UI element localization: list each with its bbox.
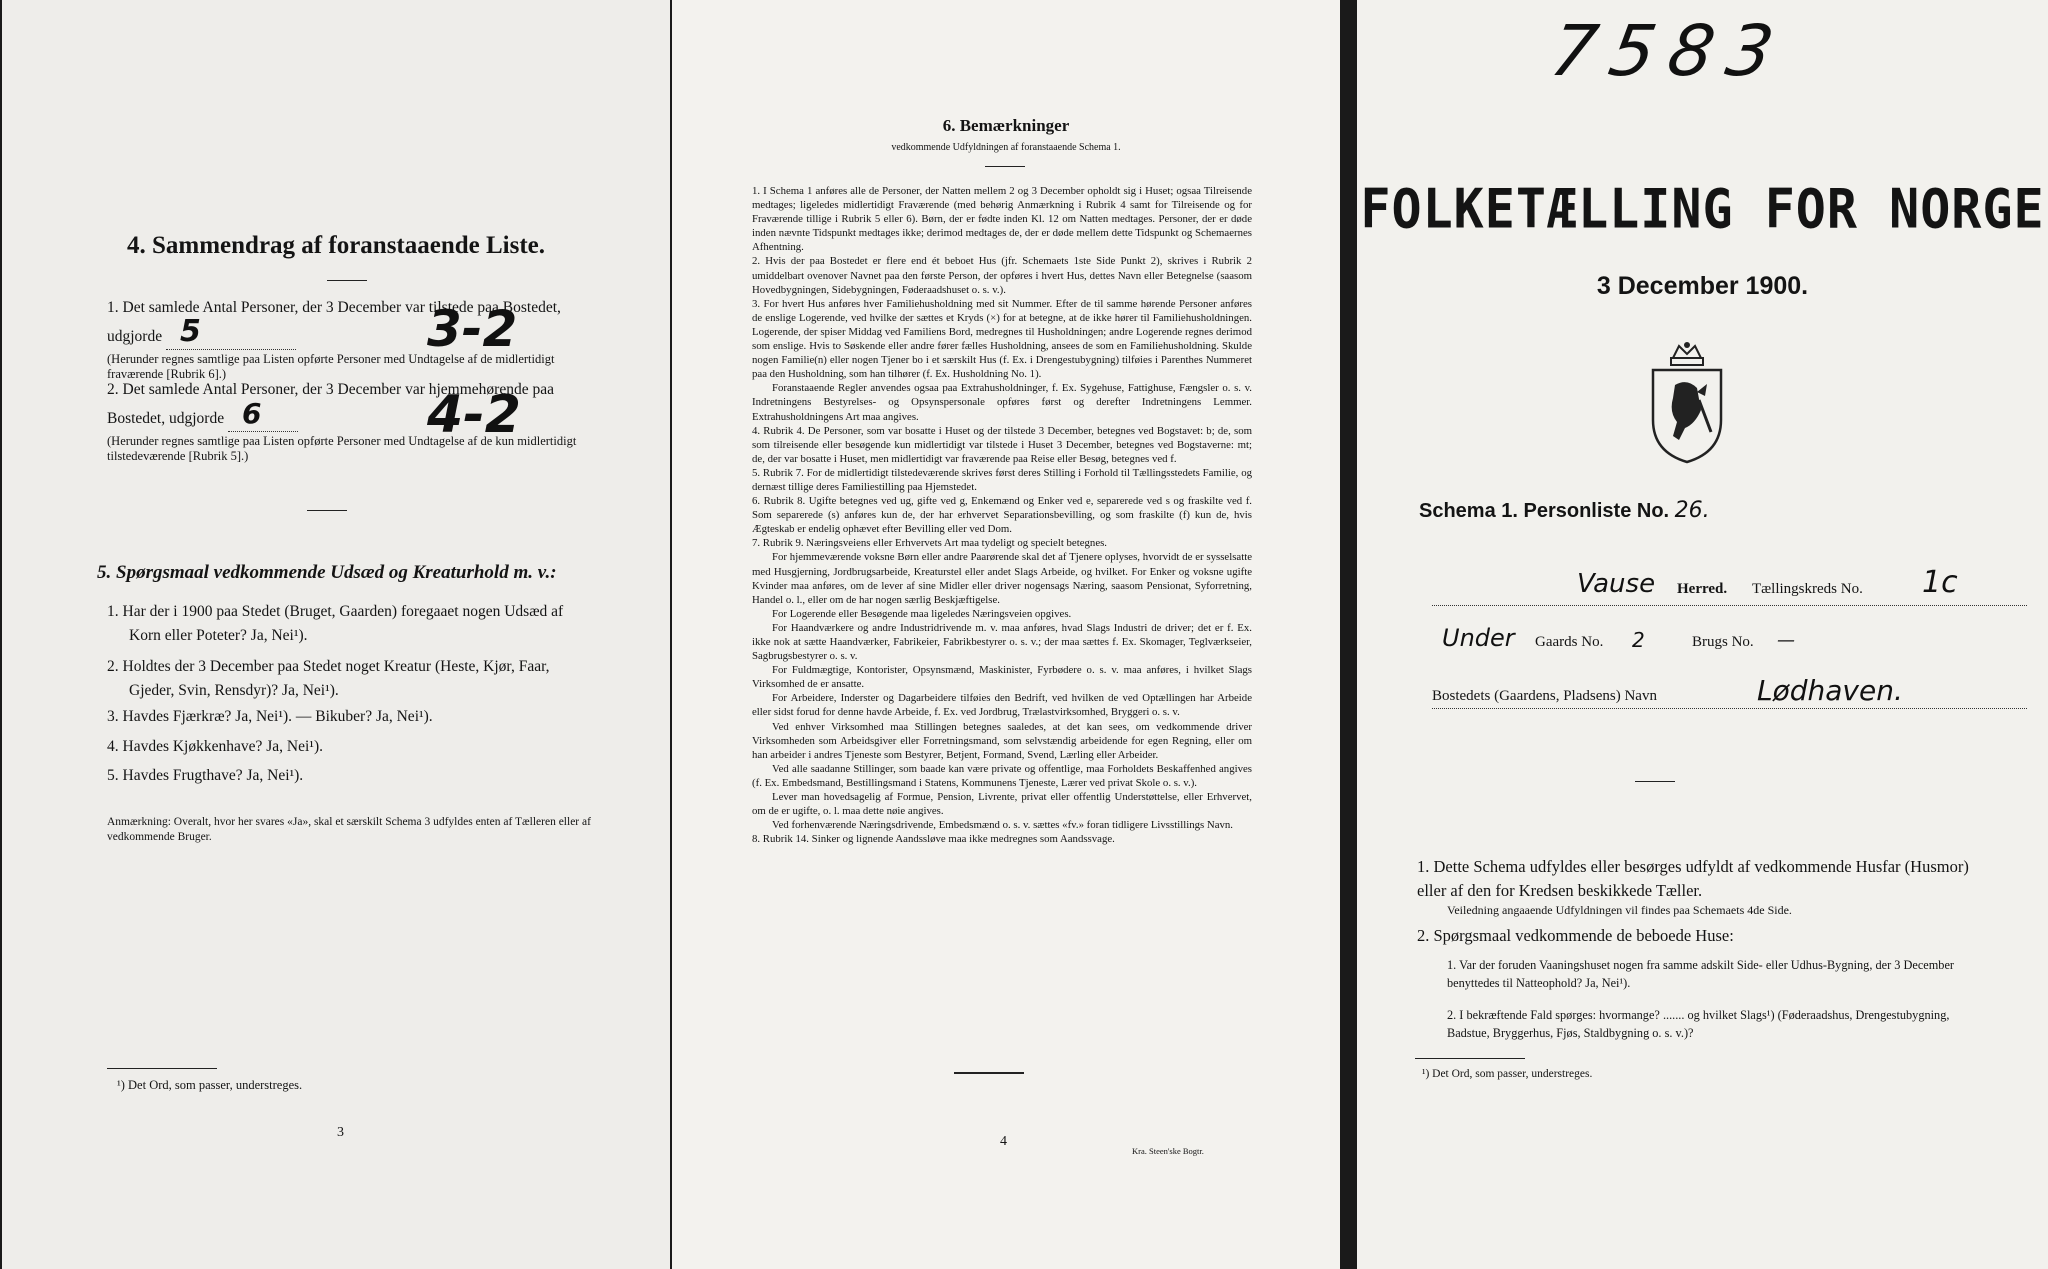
resident-count-handwritten: 6 xyxy=(241,397,262,430)
question-2-answer: Gjeder, Svin, Rensdyr)? Ja, Nei¹). xyxy=(129,682,339,699)
brugs-label: Brugs No. xyxy=(1692,634,1754,650)
question-2 xyxy=(107,655,617,703)
remark: Anmærkning: Overalt, hvor her svares «Ja», skal et særskilt Schema 3 udfyldes enten af Tælleren eller af vedkommende Bruger. xyxy=(107,816,591,843)
remarks-subtitle: vedkommende Udfyldningen af foranstaaende Schema 1. xyxy=(891,142,1121,153)
summary-item-2-prefix: Bostedet, udgjorde xyxy=(107,410,225,427)
cover-page xyxy=(1357,0,2048,1269)
present-count-handwritten: 5 xyxy=(179,314,201,349)
instruction-2-1: 1. Var der foruden Vaaningshuset nogen fra samme adskilt Side- eller Udhus-Bygning, der 3 December benyttedes til Natteophold? Ja, Nei¹). xyxy=(1447,958,1954,990)
page-number-3: 3 xyxy=(337,1125,344,1140)
summary-item-2-note: (Herunder regnes samtlige paa Listen opførte Personer med Undtagelse af de kun midlertidigt tilstedeværende [Rubrik 5].) xyxy=(107,434,577,463)
instruction-1: 1. Dette Schema udfyldes eller besørges udfyldt af vedkommende Husfar (Husmor) eller af den for Kredsen beskikkede Tæller. xyxy=(1417,857,1969,900)
remark-paragraph: Ved alle saadanne Stillinger, som baade kan være private og offentlige, maa Forholdets Beskaffenhed angives (f. Ex. Embedsmand, Bestillingsmand i Statens, Kommunens Tjeneste, Lærer ved privat Skole o. s. v.). xyxy=(752,762,1252,789)
instruction-2-2: 2. I bekræftende Fald spørges: hvormange? ....... og hvilket Slags¹) (Føderaadshus, Drengestubygning, Badstue, Bryggerhus, Fjøs, Staldbygning o. s. v.)? xyxy=(1447,1008,1950,1040)
personliste-number-handwritten: 26. xyxy=(1674,498,1710,523)
section-5-title: 5. Spørgsmaal vedkommende Udsæd og Kreaturhold m. v.: xyxy=(97,562,557,583)
page-4 xyxy=(672,0,1340,1269)
archive-number-handwritten: 7583 xyxy=(1544,10,1794,92)
gaards-label: Gaards No. xyxy=(1535,634,1604,650)
question-3: 3. Havdes Fjærkræ? Ja, Nei¹). — Bikuber? Ja, Nei¹). xyxy=(107,708,433,725)
kreds-value-handwritten: 1c xyxy=(1922,565,1958,600)
bosted-line xyxy=(1432,674,2027,709)
summary-title: 4. Sammendrag af foranstaaende Liste. xyxy=(126,232,546,259)
remark-paragraph: 8. Rubrik 14. Sinker og lignende Aandssløve maa ikke medregnes som Aandssvage. xyxy=(752,833,1115,846)
question-1 xyxy=(107,600,617,648)
herred-label: Herred. xyxy=(1677,581,1728,597)
page-number-4: 4 xyxy=(1000,1134,1007,1149)
remarks-title: 6. Bemærkninger xyxy=(942,116,1070,135)
summary-item-2 xyxy=(107,378,607,464)
remark-paragraph: 4. Rubrik 4. De Personer, som var bosatte i Huset og der tilstede 3 December, betegnes ved Bogstavet: b; de, som som tilreisende eller besøgende kun midlertidigt var tilstede i Huset 3 December, betegnes ved Bogstaverne: mt; de, der var bosatte i Huset, men midlertidigt var fraværende paa Reise eller Besøg, betegnes ved f. xyxy=(752,424,1252,465)
question-4: 4. Havdes Kjøkkenhave? Ja, Nei¹). xyxy=(107,738,323,755)
remark-paragraph: 1. I Schema 1 anføres alle de Personer, der Natten mellem 2 og 3 December opholdt sig i Huset; ogsaa Tilreisende medtages; ligeledes midlertidigt Fraværende (med behørig Anmærkning i Rubrik 4 samt for Tilreisende og for Fraværende tillige i Rubrik 5 eller 6). Børn, der er fødte inden Kl. 12 om Natten medtages. Personer, der er døde inden nævnte Tidspunkt medtages ikke; derimod medtages de, der er døde mellem dette Tidspunkt og Schemaernes Afhentning. xyxy=(752,185,1252,254)
schema-line xyxy=(1419,498,1710,523)
bosted-label: Bostedets (Gaardens, Pladsens) Navn xyxy=(1432,688,1657,704)
resident-margin-handwritten: 4-2 xyxy=(427,385,521,445)
census-date: 3 December 1900. xyxy=(1596,272,1809,300)
remark-paragraph: For Fuldmægtige, Kontorister, Opsynsmænd, Maskinister, Fyrbødere o. s. v. maa anføres, i hvilket Slags Virksomhed de er ansatte. xyxy=(752,664,1252,691)
remark-paragraph: 6. Rubrik 8. Ugifte betegnes ved ug, gifte ved g, Enkemænd og Enker ved e, separerede ved s og fraskilte ved f. Som separerede (s) anføres kun de, der har erhvervet Separationsbevilling, og som fraskilte (f) kun de, hvis Ægteskab er endelig ophævet efter Bevilling eller ved Dom. xyxy=(752,495,1252,536)
printer-imprint: Kra. Steen'ske Bogtr. xyxy=(1132,1146,1204,1156)
under-handwritten: Under xyxy=(1442,624,1515,652)
remark-paragraph: Ved enhver Virksomhed maa Stillingen betegnes saaledes, at det kan sees, om vedkommende driver Virksomheden som Arbeidsgiver eller Forretningsmand, som selvstændig arbeidende for egen Regning, eller om han arbeider i andres Tjeneste som Bestyrer, Betjent, Formand, Svend, Lærling eller Arbeider. xyxy=(752,720,1252,761)
kreds-label: Tællingskreds No. xyxy=(1752,581,1863,597)
summary-item-1-note: (Herunder regnes samtlige paa Listen opførte Personer med Undtagelse af de midlertidigt fraværende [Rubrik 6].) xyxy=(107,352,555,381)
remark-paragraph: 2. Hvis der paa Bostedet er flere end ét beboet Hus (jfr. Schemaets 1ste Side Punkt 2), skrives i Rubrik 2 umiddelbart ovenover Navnet paa den første Person, der opføres i hvert Hus, dettes Navn eller Betegnelse (saasom Hovedbygningen, Sidebygningen, Føderaadshuset o. s. v.). xyxy=(752,255,1252,296)
instruction-1-note: Veiledning angaaende Udfyldningen vil findes paa Schemaets 4de Side. xyxy=(1447,903,1792,917)
gaard-line xyxy=(1442,624,1862,658)
remark-paragraph: For hjemmeværende voksne Børn eller andre Paarørende skal det af Tjenere oplyses, hvorvidt de er sysselsatte med Husgjerning, Jordbrugsarbeide, Kreaturstel eller andet Slags Arbeide, og hvilket. For Enker og voksne ugifte Kvinder maa anføres, om de lever af sine Midler eller driver nogensags Næring, saasom Pensionat, Syforretning, Handel o. l., eller om de har nogen særlig Beskjæftigelse. xyxy=(752,551,1252,606)
remark-paragraph: 3. For hvert Hus anføres hver Familiehusholdning med sit Nummer. Efter de til samme hørende Personer anføres de enslige Logerende, ved hvilke der sættes et Kryds (×) for at betegne, at de ikke hører til Familiehusholdningen. Logerende, der spiser Middag ved Familiens Bord, medregnes til Husholdningen; andre Logerende regnes derimod som enslige. Hvis to Søskende eller andre fører fælles Husholdning, ansees de som en Familiehusholdning. Skulde nogen Familie(n) eller nogen Tjener bo i et særskilt Hus (f. Ex. i Drengestubygning) tilføies i Parenthes Nummeret paa den Husholdning, som han tilhører (f. Ex. Husholdning No. 1). xyxy=(752,297,1252,381)
remark-paragraph: Foranstaaende Regler anvendes ogsaa paa Extrahusholdninger, f. Ex. Sygehuse, Fattighuse, Fængsler o. s. v. Indretningens Bestyrelses- og Opsynspersonale opføres først og derefter Indretningens Lemmer. Extrahusholdningens Art maa angives. xyxy=(752,382,1252,423)
summary-item-2-text: 2. Det samlede Antal Personer, der 3 December var hjemmehørende paa xyxy=(107,381,554,398)
summary-item-1 xyxy=(107,296,607,382)
right-footnote: ¹) Det Ord, som passer, understreges. xyxy=(1422,1068,1593,1080)
remark-paragraph: For Arbeidere, Inderster og Dagarbeidere tilføies den Bedrift, ved hvilken de ved Optællingen har Arbeide eller sidst forud for denne havde Arbeide, f. Ex. ved Jordbrug, Trælastvirksomhed, Bryggeri o. s. v. xyxy=(752,692,1252,719)
present-margin-handwritten: 3-2 xyxy=(427,300,518,358)
summary-item-1-text: 1. Det samlede Antal Personer, der 3 December var tilstede paa Bostedet, xyxy=(107,299,561,316)
remark-paragraph: For Logerende eller Besøgende maa ligeledes Næringsveien opgives. xyxy=(772,607,1072,620)
instruction-2: 2. Spørgsmaal vedkommende de beboede Huse: xyxy=(1417,926,1734,945)
remark-paragraph: Ved forhenværende Næringsdrivende, Embedsmænd o. s. v. sættes «fv.» foran tidligere Livsstillings Navn. xyxy=(772,819,1233,832)
question-5: 5. Havdes Frugthave? Ja, Nei¹). xyxy=(107,767,304,784)
remark-paragraph: 5. Rubrik 7. For de midlertidigt tilstedeværende skrives først deres Stilling i Forhold til Tællingsstedets Familie, og dernæst tillige deres Familiestilling paa Hjemstedet. xyxy=(752,466,1252,493)
herred-line xyxy=(1432,565,2027,606)
question-1-text: 1. Har der i 1900 paa Stedet (Bruget, Gaarden) foregaaet nogen Udsæd af xyxy=(107,603,564,620)
herred-value-handwritten: Vause xyxy=(1577,569,1656,599)
left-footnote: ¹) Det Ord, som passer, understreges. xyxy=(117,1078,303,1092)
question-1-answer: Korn eller Poteter? Ja, Nei¹). xyxy=(129,627,308,644)
schema-label: Schema 1. Personliste No. xyxy=(1419,500,1670,522)
remarks-body xyxy=(752,184,1252,846)
remark-paragraph: For Haandværkere og andre Industridrivende m. v. maa anføres, hvad Slags Industri de driver; det er f. Ex. ikke nok at sætte Haandværker, Fabrikeier, Fabrikbestyrer o. s. v.; der maa sættes f. Ex. Skomager, Teglværkseier, Sagbrugsbestyrer o. s. v. xyxy=(752,621,1252,663)
brugs-value-handwritten: — xyxy=(1777,630,1795,651)
remark-paragraph: 7. Rubrik 9. Næringsveiens eller Erhvervets Art maa tydeligt og specielt betegnes. xyxy=(752,537,1108,550)
page-3 xyxy=(2,0,670,1269)
summary-item-1-prefix: udgjorde xyxy=(107,328,163,345)
bosted-value-handwritten: Lødhaven. xyxy=(1757,674,1903,707)
remark-paragraph: Lever man hovedsagelig af Formue, Pension, Livrente, privat eller offentlig Understøttelse, eller Erhvervet, om de er ugifte, o. l. maa dette nøie angives. xyxy=(752,791,1252,818)
norwegian-coat-of-arms-icon xyxy=(1645,340,1729,471)
question-2-text: 2. Holdtes der 3 December paa Stedet noget Kreatur (Heste, Kjør, Faar, xyxy=(107,658,550,675)
gaards-value-handwritten: 2 xyxy=(1632,628,1645,652)
census-title: FOLKETÆLLING FOR NORGE xyxy=(1360,177,2045,241)
